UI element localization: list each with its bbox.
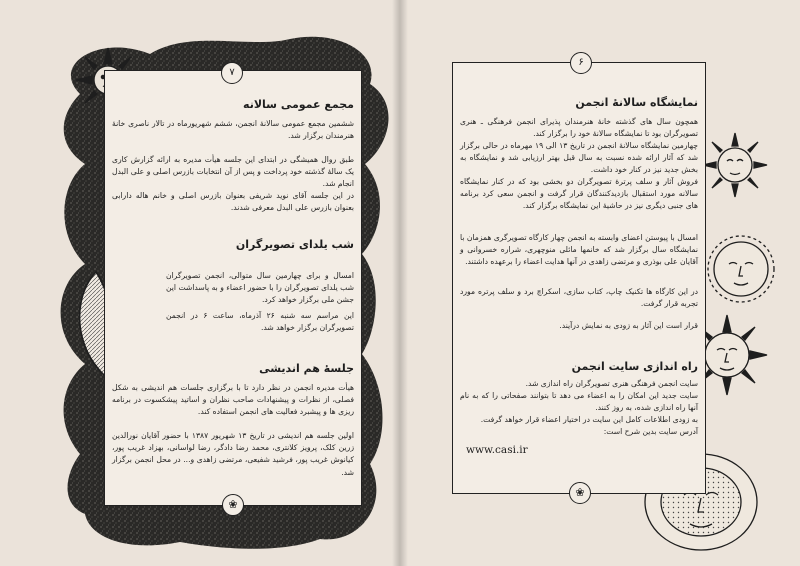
paragraph: فروش آثار و سلف پرترهٔ تصویرگران دو بخشی بود که در کنار نمایشگاه سالانه مورد استقبال بازدیدکنندگان قرار گرفت و انجمن سعی کرد برنامه های جنبی دیگری نیز در حاشیهٔ این نمایشگاه برگزار کند. — [460, 177, 698, 211]
paragraph: قرار است این آثار به زودی به نمایش درآیند. — [559, 321, 698, 330]
paragraph: هیأت مدیره انجمن در نظر دارد تا با برگزاری جلسات هم اندیشی به شکل فصلی، از نظرات و پیشنهادات صاحب نظران و اساتید پیشکسوت در برنامه ریزی ها و پیشبرد فعالیت های انجمن استفاده کند. — [112, 383, 354, 417]
face-mask-illustration — [700, 228, 782, 310]
paragraph: این مراسم سه شنبه ۲۶ آذرماه، ساعت ۶ در انجمن تصویرگران برگزار خواهد شد. — [166, 311, 354, 333]
paragraph: همچون سال های گذشته خانهٔ هنرمندان پذیرای انجمن فرهنگی ـ هنری تصویرگران بود تا نمایشگاه سالانهٔ خود را برگزار کند. — [460, 117, 698, 139]
page-number-right: ۶ — [570, 52, 592, 74]
paragraph: سایت انجمن فرهنگی هنری تصویرگران راه اندازی شد. — [525, 379, 698, 388]
paragraph: به زودی اطلاعات کامل این سایت در اختیار اعضاء قرار خواهد گرفت. — [480, 415, 698, 424]
footer-ornament-right: ❀ — [569, 482, 591, 504]
website-url: www.casi.ir — [466, 444, 528, 456]
paragraph: اولین جلسه هم اندیشی در تاریخ ۱۳ شهریور ۱۳۸۷ با حضور آقایان نورالدین زرین کلک، پرویز کلانتری، محمد رضا دادگر، رضا لواسانی، بهزاد غریب پور، کیانوش غریب پور، فرشید شفیعی، مرتضی زاهدی و... در محل انجمن برگزار شد. — [112, 431, 354, 477]
section-title-think-tank: جلسهٔ هم اندیشی — [259, 362, 354, 375]
paragraph: سایت جدید این امکان را به اعضاء می دهد تا بتوانند صفحاتی را که به نام آنها راه اندازی شده، به روز کنند. — [460, 391, 698, 413]
paragraph: ششمین مجمع عمومی سالانهٔ انجمن، ششم شهریورماه در تالار ناصری خانهٔ هنرمندان برگزار شد. — [112, 119, 354, 141]
section-title-website-launch: راه اندازی سایت انجمن — [571, 360, 698, 373]
paragraph: در این جلسه آقای نوید شریفی بعنوان بازرس اصلی و خانم هاله دارابی بعنوان بازرس علی البدل معرفی شدند. — [112, 191, 354, 213]
paragraph: چهارمین نمایشگاه سالانهٔ انجمن در تاریخ ۱۳ الی ۱۹ مهرماه در حالی برگزار شد که آثار ارائه شده نسبت به سال قبل بهتر ارزیابی شد و نمایشگاه به بخش جدید نیز در کنار خود داشت. — [460, 141, 698, 175]
paragraph: امسال و برای چهارمین سال متوالی، انجمن تصویرگران شب یلدای تصویرگران را با حضور اعضاء و به پاسداشت این جشن ملی برگزار خواهد کرد. — [166, 271, 354, 305]
paragraph: طبق روال همیشگی در ابتدای این جلسه هیأت مدیره به ارائه گزارش کاری یک سالهٔ گذشته خود پرداخت و پس از آن انتخابات بازرس اصلی و علی البدل انجام شد. — [112, 155, 354, 189]
footer-ornament-left: ❀ — [222, 494, 244, 516]
paragraph: آدرس سایت بدین شرح است: — [603, 427, 698, 436]
page-number-left: ۷ — [221, 62, 243, 84]
section-title-annual-exhibition: نمایشگاه سالانهٔ انجمن — [575, 96, 698, 109]
section-title-annual-meeting: مجمع عمومی سالانه — [243, 98, 354, 111]
paragraph: در این کارگاه ها تکنیک چاپ، کتاب سازی، اسکراچ برد و سلف پرتره مورد تجربه قرار گرفت. — [460, 287, 698, 309]
sun-face-illustration-1 — [700, 130, 770, 200]
paragraph: امسال با پیوستن اعضای وابسته به انجمن چهار کارگاه تصویرگری همزمان با نمایشگاه سال برگزار شد که خانمها مائلی منوچهری، شراره خسروانی و آقایان علی بوذری و مرتضی زاهدی در آنها هدایت اعضاء را برعهده داشتند. — [460, 233, 698, 267]
section-title-yalda-night: شب یلدای تصویرگران — [235, 238, 354, 251]
